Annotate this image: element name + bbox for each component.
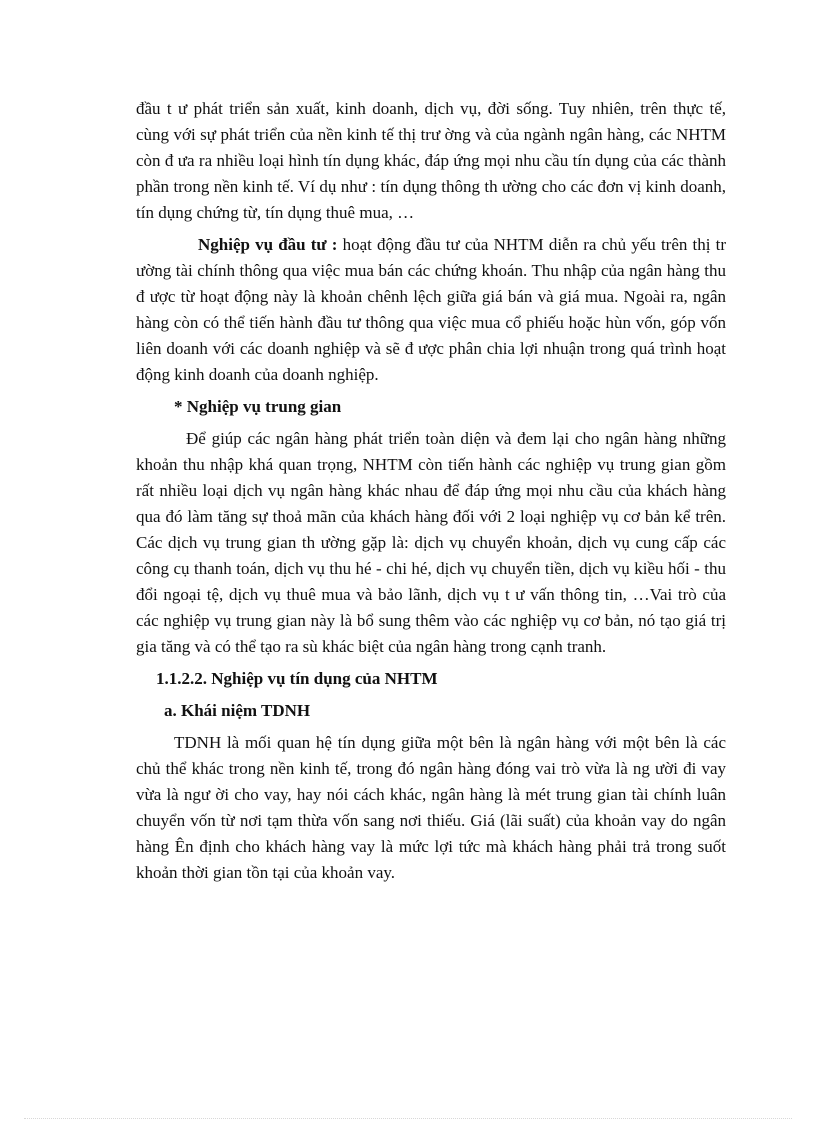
- page-bottom-border: [24, 1118, 792, 1119]
- heading-intermediary: * Nghiệp vụ trung gian: [174, 397, 342, 416]
- heading-concept-tdnh: a. Khái niệm TDNH: [164, 701, 311, 720]
- paragraph-tdnh-definition: TDNH là mối quan hệ tín dụng giữa một bên là ngân hàng với một bên là các chủ thể khác trong nền kinh tế, trong đó ngân hàng đóng vai trò vừa là ng ười đi vay vừa là ngư ời cho vay, hay nói cách khác, ngân hàng là mét trung gian tài chính luân chuyển vốn từ nơi tạm thừa vốn sang nơi thiếu. Giá (lãi suất) của khoản vay do ngân hàng Ên định cho khách hàng vay là mức lợi tức mà khách hàng phải trả trong suốt khoản thời gian tồn tại của khoản vay.: [136, 733, 726, 882]
- document-body: [136, 96, 726, 892]
- investment-text: hoạt động đầu tư của NHTM diễn ra chủ yếu trên thị tr ường tài chính thông qua việc mua bán các chứng khoán. Thu nhập của ngân hàng thu đ ược từ hoạt động này là khoản chênh lệch giữa giá bán và giá mua. Ngoài ra, ngân hàng còn có thể tiến hành đầu tư thông qua việc mua cổ phiếu hoặc hùn vốn, góp vốn liên doanh với các doanh nghiệp và sẽ đ ược phân chia lợi nhuận trong quá trình hoạt động kinh doanh của doanh nghiệp.: [136, 235, 726, 384]
- paragraph-credit-types: đầu t ư phát triển sản xuất, kinh doanh, dịch vụ, đời sống. Tuy nhiên, trên thực tế, cùng với sự phát triển của nền kinh tế thị trư ờng và của ngành ngân hàng, các NHTM còn đ ưa ra nhiều loại hình tín dụng khác, đáp ứng mọi nhu cầu tín dụng của các thành phần trong nền kinh tế. Ví dụ như : tín dụng thông th ường cho các đơn vị kinh doanh, tín dụng chứng từ, tín dụng thuê mua, …: [136, 99, 726, 222]
- paragraph-intermediary: Để giúp các ngân hàng phát triển toàn diện và đem lại cho ngân hàng những khoản thu nhập khá quan trọng, NHTM còn tiến hành các nghiệp vụ trung gian gồm rất nhiều loại dịch vụ ngân hàng khác nhau để đáp ứng mọi nhu cầu của khách hàng qua đó làm tăng sự thoả mãn của khách hàng đối với 2 loại nghiệp vụ cơ bản kể trên. Các dịch vụ trung gian th ường gặp là: dịch vụ chuyển khoản, dịch vụ cung cấp các công cụ thanh toán, dịch vụ thu hé - chi hé, dịch vụ chuyển tiền, dịch vụ kiều hối - thu đổi ngoại tệ, dịch vụ thuê mua và bảo lãnh, dịch vụ t ư vấn thông tin, …Vai trò của các nghiệp vụ trung gian này là bổ sung thêm vào các nghiệp vụ cơ bản, nó tạo giá trị gia tăng và có thể tạo ra sù khác biệt của ngân hàng trong cạnh tranh.: [136, 429, 726, 656]
- paragraph-investment: [136, 232, 726, 388]
- investment-label: Nghiệp vụ đầu tư :: [198, 235, 338, 254]
- heading-section-1122: 1.1.2.2. Nghiệp vụ tín dụng của NHTM: [156, 669, 438, 688]
